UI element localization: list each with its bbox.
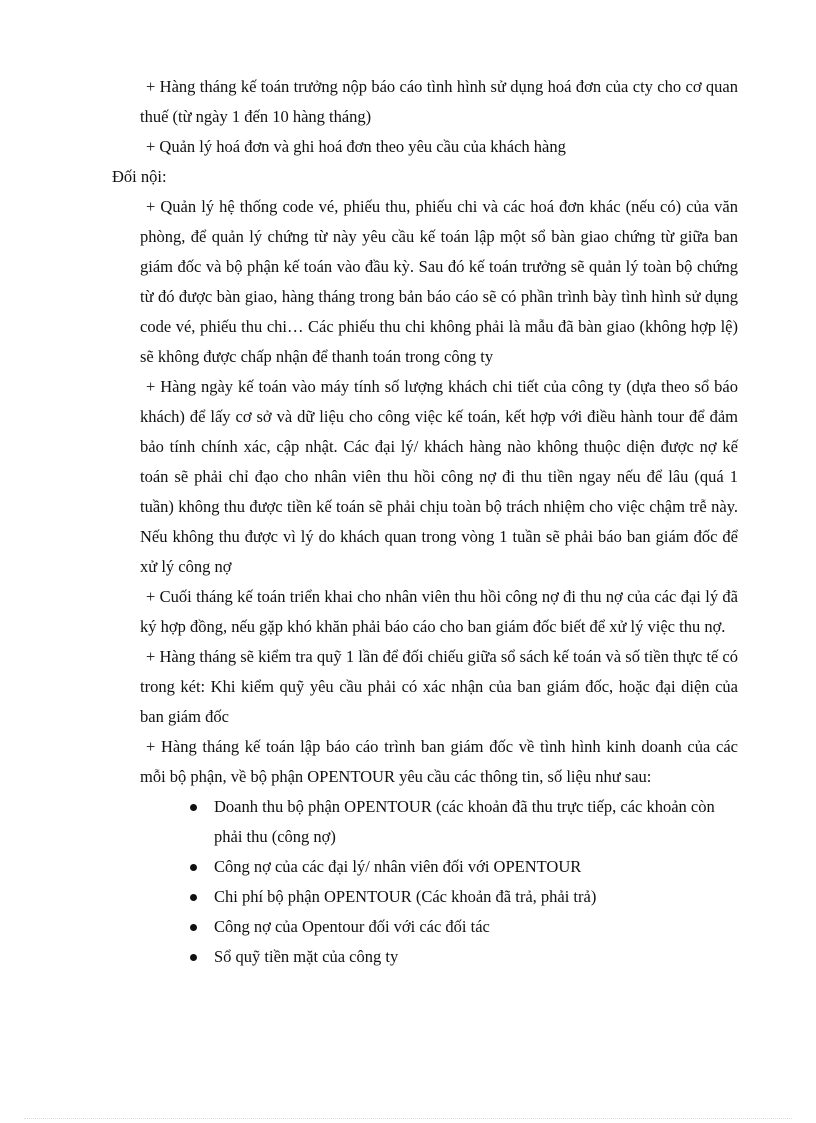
paragraph-monthly-business-report: + Hàng tháng kế toán lập báo cáo trình ban giám đốc về tình hình kinh doanh của các mỗi bộ phận, về bộ phận OPENTOUR yêu cầu các thông tin, số liệu như sau: [140,737,738,786]
page-bottom-divider [24,1118,792,1119]
list-item [214,792,738,852]
list-item [214,882,738,912]
paragraph-monthly-invoice-report: + Hàng tháng kế toán trưởng nộp báo cáo tình hình sử dụng hoá đơn của cty cho cơ quan thuế (từ ngày 1 đến 10 hàng tháng) [140,77,738,126]
paragraph-voucher-management: + Quản lý hệ thống code vé, phiếu thu, phiếu chi và các hoá đơn khác (nếu có) của văn phòng, để quản lý chứng từ này yêu cầu kế toán lập một sổ bàn giao chứng từ giữa ban giám đốc và bộ phận kế toán vào đầu kỳ. Sau đó kế toán trưởng sẽ quản lý toàn bộ chứng từ đó được bàn giao, hàng tháng trong bản báo cáo sẽ có phần trình bày tình hình sử dụng code vé, phiếu thu chi… Các phiếu thu chi không phải là mẫu đã bàn giao (không hợp lệ) sẽ không được chấp nhận để thanh toán trong công ty [140,197,738,366]
bullet-icon [190,954,197,961]
list-item [214,912,738,942]
paragraph-daily-customer-entry: + Hàng ngày kế toán vào máy tính số lượng khách chi tiết của công ty (dựa theo sổ báo khách) để lấy cơ sở và dữ liệu cho công việc kế toán, kết hợp với điều hành tour để đảm bảo tính chính xác, cập nhật. Các đại lý/ khách hàng nào không thuộc diện được nợ kế toán sẽ phải chỉ đạo cho nhân viên thu hồi công nợ đi thu tiền ngay nếu để lâu (quá 1 tuần) không thu được tiền kế toán sẽ phải chịu toàn bộ trách nhiệm cho việc chậm trễ này. Nếu không thu được vì lý do khách quan trong vòng 1 tuần sẽ phải báo ban giám đốc để xử lý công nợ [140,377,738,576]
report-items-list [140,792,738,972]
list-item-text: Công nợ của Opentour đối với các đối tác [214,917,490,936]
paragraph-invoice-management: + Quản lý hoá đơn và ghi hoá đơn theo yêu cầu của khách hàng [146,137,566,156]
bullet-icon [190,894,197,901]
bullet-icon [190,864,197,871]
section-heading-internal: Đối nội: [112,167,167,186]
list-item-text: Doanh thu bộ phận OPENTOUR (các khoản đã thu trực tiếp, các khoản còn phải thu (công nợ) [214,797,715,846]
list-item-text: Công nợ của các đại lý/ nhân viên đối với OPENTOUR [214,857,582,876]
list-item-text: Sổ quỹ tiền mặt của công ty [214,947,399,966]
paragraph-cash-check: + Hàng tháng sẽ kiểm tra quỹ 1 lần để đối chiếu giữa sổ sách kế toán và số tiền thực tế có trong két: Khi kiểm quỹ yêu cầu phải có xác nhận của ban giám đốc, hoặc đại diện của ban giám đốc [140,647,738,726]
list-item [214,942,738,972]
paragraph-month-end-debt-collection: + Cuối tháng kế toán triển khai cho nhân viên thu hồi công nợ đi thu nợ của các đại lý đã ký hợp đồng, nếu gặp khó khăn phải báo cáo cho ban giám đốc biết để xử lý việc thu nợ. [140,587,738,636]
list-item-text: Chi phí bộ phận OPENTOUR (Các khoản đã trả, phải trả) [214,887,597,906]
list-item [214,852,738,882]
bullet-icon [190,924,197,931]
bullet-icon [190,804,197,811]
document-body [112,72,738,972]
